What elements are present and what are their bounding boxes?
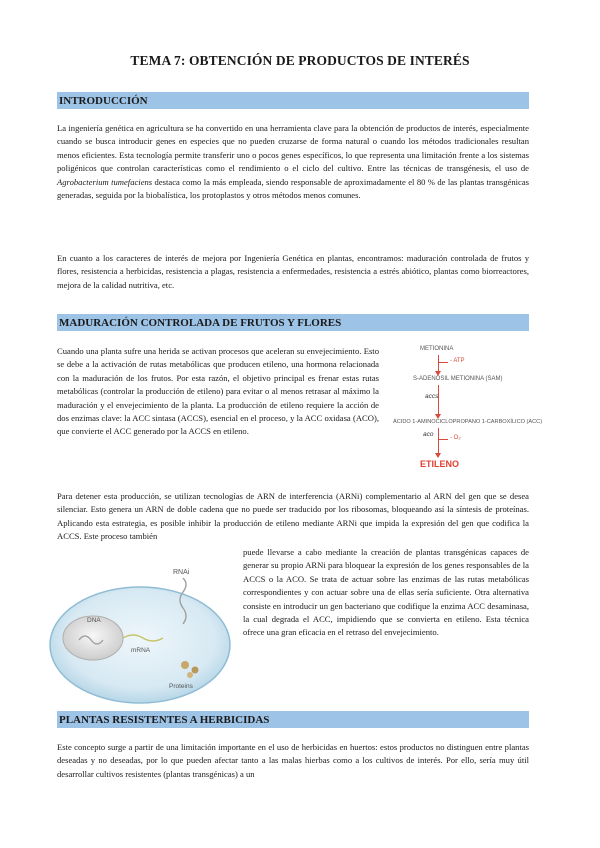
- section-heading-introduccion: INTRODUCCIÓN: [57, 92, 529, 109]
- diagram-arrow-3: [438, 428, 439, 454]
- intro-paragraph-2: En cuanto a los caracteres de interés de mejora por Ingeniería Genética en plantas, encontramos: maduración controlada de frutos y flores, resistencia a herbicidas, resistencia a plagas, resistencia a enfermedades, resistencia a estrés abiótico, plantas como biorreactores, mejora de la calidad nutritiva, etc.: [57, 253, 529, 290]
- diagram-o2: - O₂: [450, 435, 461, 441]
- diagram-metionina: METIONINA: [420, 346, 454, 352]
- intro-p1-text-a: La ingeniería genética en agricultura se ha convertido en una herramienta clave para la obtención de productos de interés, especialmente cuando se busca introducir genes en especies que no pueden cruzarse de forma natural o cuando los métodos tradicionales resultan menos eficientes. Esta tecnología permite transferir uno o pocos genes específicos, lo que representa una limitación frente a los sistemas poligénicos que controlan características como el rendimiento o el ciclo del cultivo. Entre las técnicas de transgénesis, el uso de: [57, 123, 529, 174]
- cell-svg: [45, 560, 235, 705]
- maduracion-paragraph-3: puede llevarse a cabo mediante la creación de plantas transgénicas capaces de generar su propio ARNi para bloquear la expresión de los genes responsables de la ACCS o la ACO. Se trata de actuar sobre las enzimas de las rutas metabólicas correspondientes y con actuar sobre una de ellas sería suficiente. Otra alternativa consiste en introducir un gen bacteriano que codifique la enzima ACC desaminasa, la cual degrada el ACC, impidiendo que se convierta en etileno. Esta técnica ofrece una gran eficacia en el retraso del envejecimiento.: [243, 547, 529, 638]
- herbicidas-paragraph-1: Este concepto surge a partir de una limitación importante en el uso de herbicidas en huertos: estos productos no distinguen entre plantas deseadas y no deseadas, por lo que pueden afectar tanto a las malas hierbas como a los cultivos de interés. Por ello, sería muy útil desarrollar cultivos resistentes (plantas transgénicas) a un: [57, 742, 529, 779]
- agrobacterium-name: Agrobacterium tumefaciens: [57, 176, 153, 187]
- cell-label-proteins: Proteins: [169, 683, 193, 690]
- ethylene-pathway-diagram: [393, 344, 543, 476]
- cell-label-rnai: RNAi: [173, 569, 190, 576]
- intro-p1-text-b: destaca como la más empleada, siendo responsable de aproximadamente el 80 % de las plantas transgénicas generadas, seguida por la biobalística, los protoplastos y otros métodos menos comunes.: [57, 176, 529, 201]
- diagram-arrow-2: [438, 385, 439, 415]
- protein-blob-1: [181, 661, 189, 669]
- diagram-acc: ÁCIDO 1-AMINOCICLOPROPANO 1-CARBOXÍLICO (ACC): [393, 419, 543, 425]
- diagram-etileno: ETILENO: [420, 459, 460, 469]
- maduracion-paragraph-2: Para detener esta producción, se utilizan tecnologías de ARN de interferencia (ARNi) complementario al ARN del gen que se desea silenciar. Esto genera un ARN de doble cadena que no puede ser traducido por los ribosomas, bloqueando así la síntesis de proteínas. Aplicando esta estrategia, es posible inhibir la producción de etileno mediante ARNi que impida la expresión del gen que codifica la ACCS. Este proceso también: [57, 491, 529, 542]
- intro-paragraph-1: [57, 122, 529, 202]
- diagram-aco: aco: [423, 431, 434, 438]
- page-title: TEMA 7: OBTENCIÓN DE PRODUCTOS DE INTERÉS: [130, 53, 470, 68]
- protein-blob-3: [187, 672, 193, 678]
- diagram-accs: accs: [425, 393, 439, 400]
- diagram-sam: S-ADENOSIL METIONINA (SAM): [413, 376, 503, 382]
- diagram-side-arrow-o2: [439, 439, 448, 440]
- diagram-side-arrow-atp: [439, 362, 448, 363]
- rnai-cell-illustration: [45, 560, 235, 705]
- diagram-atp: - ATP: [450, 358, 465, 364]
- diagram-arrow-1: [438, 355, 439, 372]
- section-heading-maduracion: MADURACIÓN CONTROLADA DE FRUTOS Y FLORES: [57, 314, 529, 331]
- section-heading-herbicidas: PLANTAS RESISTENTES A HERBICIDAS: [57, 711, 529, 728]
- protein-blob-2: [192, 667, 199, 674]
- cell-label-dna: DNA: [87, 617, 101, 624]
- cell-label-mrna: mRNA: [131, 647, 151, 654]
- maduracion-paragraph-1: Cuando una planta sufre una herida se activan procesos que aceleran su envejecimiento. Esto se debe a la activación de rutas metabólicas que producen etileno, una hormona relacionada con la maduración de los frutos. Por esta razón, el objetivo principal es frenar estas rutas metabólicas (controlar la producción de etileno) para evitar o al menos retrasar al máximo la maduración y el envejecimiento de la planta. La producción de etileno requiere la acción de dos enzimas clave: la ACC sintasa (ACCS), esencial en el proceso, y la ACC oxidasa (ACO), que convierte el ACC generado por la ACCS en etileno.: [57, 346, 379, 437]
